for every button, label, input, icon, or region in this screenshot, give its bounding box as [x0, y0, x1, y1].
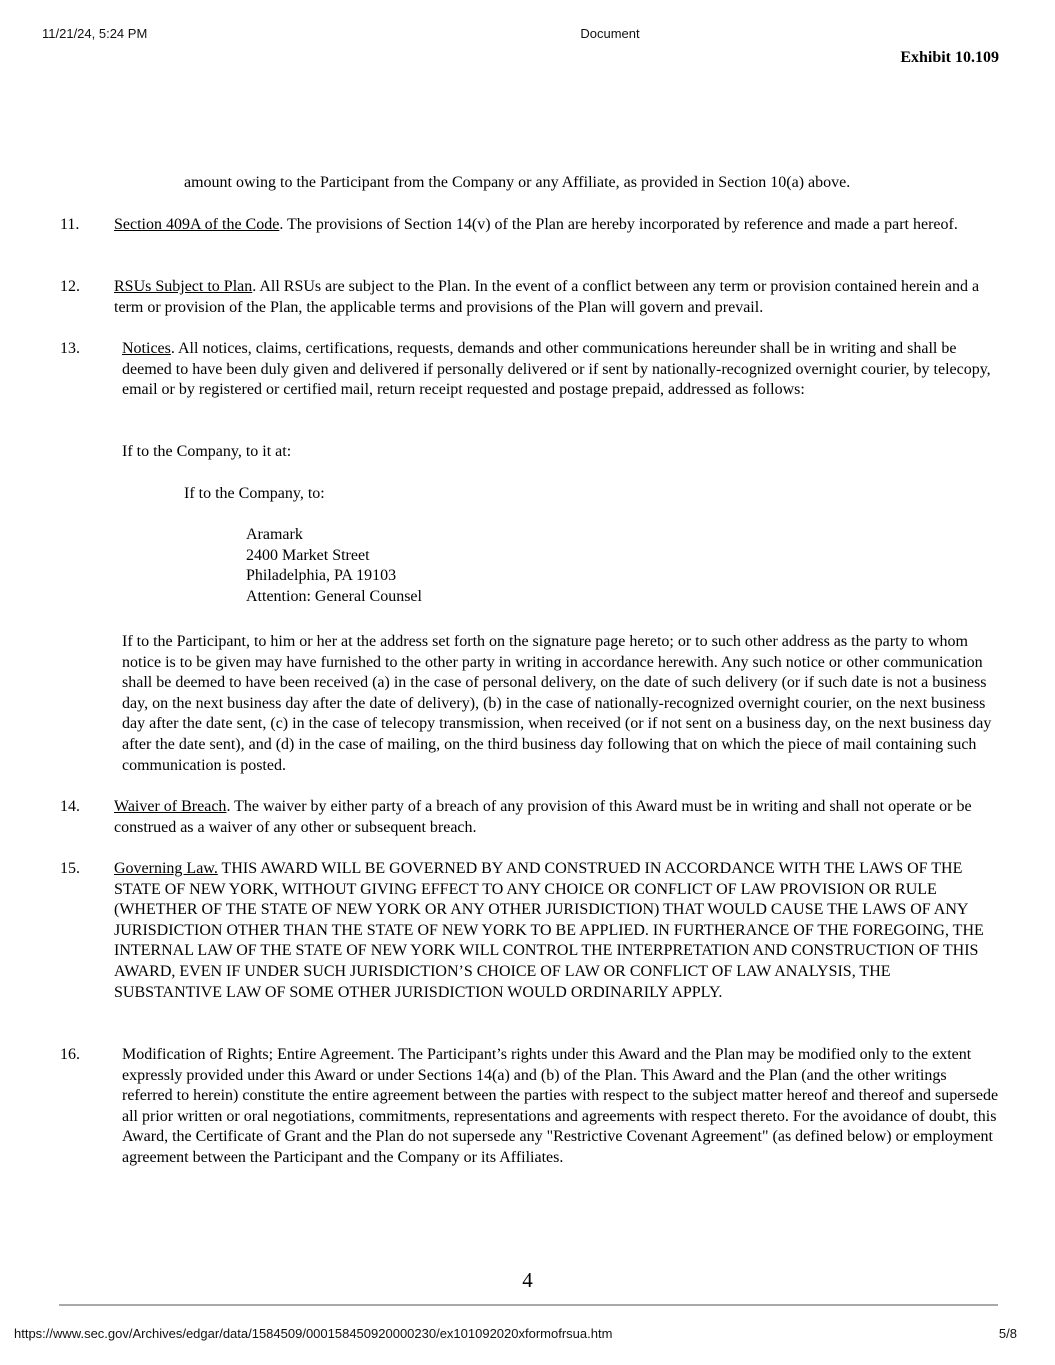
footer-divider: [59, 1304, 998, 1306]
address-attention: Attention: General Counsel: [246, 587, 422, 605]
section-body: [122, 339, 1000, 401]
section-body: [114, 859, 1000, 1003]
company-intro-line: If to the Company, to it at:: [122, 443, 292, 460]
section-heading: Notices: [122, 340, 171, 357]
section-heading: RSUs Subject to Plan: [114, 278, 253, 295]
exhibit-label: Exhibit 10.109: [900, 49, 999, 66]
print-footer: [0, 1326, 1055, 1344]
section-number: 13.: [60, 340, 80, 357]
section-number: 11.: [60, 216, 80, 233]
section-body: Modification of Rights; Entire Agreement. The Participant’s rights under this Award and the Plan may be modified only to the extent expressly provided under this Award or under Sections 14(a) and (b) of the Plan. This Award and the Plan (and the other writings referred to herein) constitute the entire agreement between the parties with respect to the subject matter hereof and thereof and supersede all prior written or oral negotiations, commitments, representations and agreements with respect thereto. For the avoidance of doubt, this Award, the Certificate of Grant and the Plan do not supersede any "Restrictive Covenant Agreement" (as defined below) or employment agreement between the Participant and the Company or its Affiliates.: [122, 1046, 999, 1166]
section-body: [114, 277, 1000, 318]
section-text: . The waiver by either party of a breach of any provision of this Award must be in writing and shall not operate or be construed as a waiver of any other or subsequent breach.: [114, 798, 972, 836]
section-text: THIS AWARD WILL BE GOVERNED BY AND CONSTRUED IN ACCORDANCE WITH THE LAWS OF THE STATE OF NEW YORK, WITHOUT GIVING EFFECT TO ANY CHOICE OR CONFLICT OF LAW PROVISION OR RULE (WHETHER OF THE STATE OF NEW YORK OR ANY OTHER JURISDICTION) THAT WOULD CAUSE THE LAWS OF ANY JURISDICTION OTHER THAN THE STATE OF NEW YORK TO BE APPLIED. IN FURTHERANCE OF THE FOREGOING, THE INTERNAL LAW OF THE STATE OF NEW YORK WILL CONTROL THE INTERPRETATION AND CONSTRUCTION OF THIS AWARD, EVEN IF UNDER SUCH JURISDICTION’S CHOICE OF LAW OR CONFLICT OF LAW ANALYSIS, THE SUBSTANTIVE LAW OF SOME OTHER JURISDICTION WOULD ORDINARILY APPLY.: [114, 860, 984, 1001]
section-text: . The provisions of Section 14(v) of the Plan are hereby incorporated by reference and made a part hereof.: [279, 216, 958, 233]
section-text: . All RSUs are subject to the Plan. In the event of a conflict between any term or provision contained herein and a term or provision of the Plan, the applicable terms and provisions of the Plan will govern and prevail.: [114, 278, 980, 316]
print-header: [0, 26, 1055, 44]
company-to-line: If to the Company, to:: [184, 485, 325, 502]
print-datetime: 11/21/24, 5:24 PM: [42, 26, 148, 41]
section-heading: Governing Law.: [114, 860, 218, 877]
print-page-count: 5/8: [998, 1326, 1017, 1341]
section-number: 12.: [60, 278, 80, 295]
section-number: 15.: [60, 860, 80, 877]
company-address: [246, 525, 422, 607]
participant-notice-paragraph: If to the Participant, to him or her at the address set forth on the signature page hereto; or to such other address as the party to whom notice is to be given may have furnished to the other party in writing in accordance herewith. Any such notice or other communication shall be deemed to have been received (a) in the case of personal delivery, on the date of such delivery (or if such date is not a business day, on the next business day after the date of delivery), (b) in the case of nationally-recognized overnight courier, on the next business day after the date sent, (c) in the case of telecopy transmission, when received (or if not sent on a business day, on the next business day after the date sent), and (d) in the case of mailing, on the third business day following that on which the piece of mail containing such communication is posted.: [122, 633, 992, 774]
section-text: . All notices, claims, certifications, requests, demands and other communications hereunder shall be in writing and shall be deemed to have been duly given and delivered if personally delivered or if sent by nationally-recognized overnight courier, by telecopy, email or by registered or certified mail, return receipt requested and postage prepaid, addressed as follows:: [122, 340, 991, 399]
print-url: https://www.sec.gov/Archives/edgar/data/1584509/000158450920000230/ex101092020xformofrsua.htm: [14, 1326, 613, 1341]
address-company-name: Aramark: [246, 526, 303, 543]
section-number: 14.: [60, 798, 80, 815]
continued-paragraph: amount owing to the Participant from the Company or any Affiliate, as provided in Section 10(a) above.: [184, 174, 851, 191]
section-heading: Section 409A of the Code: [114, 216, 280, 233]
section-body: [114, 215, 1000, 236]
print-tab-title: Document: [580, 26, 640, 41]
address-street: 2400 Market Street: [246, 546, 370, 564]
section-number: 16.: [60, 1046, 80, 1063]
section-heading: Waiver of Breach: [114, 798, 227, 815]
address-city-state-zip: Philadelphia, PA 19103: [246, 567, 397, 585]
page-number: 4: [522, 1268, 533, 1292]
section-body: [114, 797, 1000, 838]
